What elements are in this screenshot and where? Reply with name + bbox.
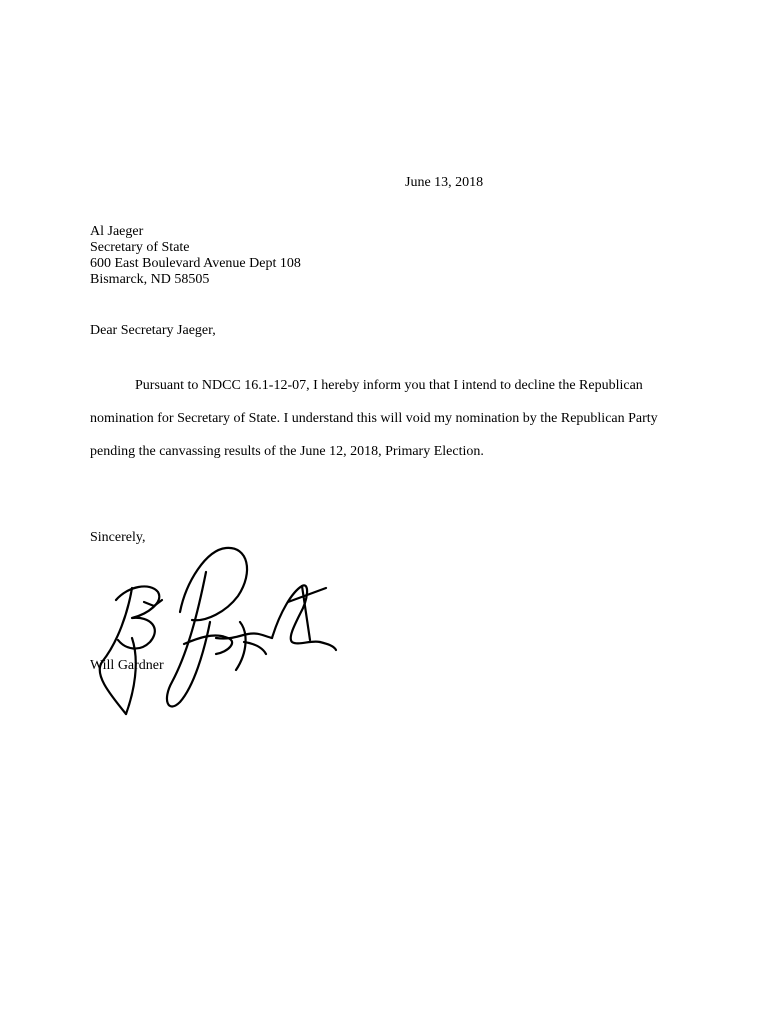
letter-date: June 13, 2018 xyxy=(405,175,484,190)
recipient-title: Secretary of State xyxy=(90,240,190,255)
body-line-1: Pursuant to NDCC 16.1-12-07, I hereby inform you that I intend to decline the Republican xyxy=(135,378,643,393)
body-line-2: nomination for Secretary of State. I understand this will void my nomination by the Republican Party xyxy=(90,411,658,426)
recipient-street: 600 East Boulevard Avenue Dept 108 xyxy=(90,256,301,271)
salutation: Dear Secretary Jaeger, xyxy=(90,323,216,338)
body-line-3: pending the canvassing results of the June 12, 2018, Primary Election. xyxy=(90,444,484,459)
closing: Sincerely, xyxy=(90,530,146,545)
recipient-name: Al Jaeger xyxy=(90,224,144,239)
handwritten-signature xyxy=(88,542,358,722)
signer-name: Will Gardner xyxy=(90,658,164,673)
recipient-city-state-zip: Bismarck, ND 58505 xyxy=(90,272,210,287)
